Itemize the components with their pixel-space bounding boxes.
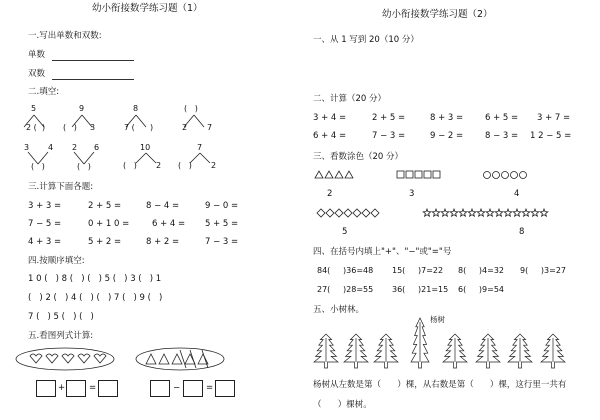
calc-item[interactable]: 8 − 4 = [146,201,180,211]
calc-item[interactable]: 2 + 5 = [372,113,406,123]
calc-item[interactable]: 8 + 3 = [430,113,464,123]
bond-7-top: 10 [140,143,151,152]
right-section-2-heading: 二、计算（20 分） [313,94,387,104]
calc-item[interactable]: 3 + 4 = [313,113,347,123]
bond-2-top: 9 [79,104,85,113]
bond-3-right: ) [150,123,154,132]
calc-item[interactable]: 5 + 5 = [205,219,239,229]
calc-item[interactable]: 8 + 2 = [146,237,180,247]
bond-5-bottom[interactable]: ( ) [31,162,45,171]
sequence-row[interactable]: ( ) 2 ( ) 4 ( ) ( ) 7 ( ) 9 ( ) [28,293,163,303]
bond-4-right: 7 [207,123,213,132]
right-section-4-heading: 四、在括号内填上"+"、"−"或"="号 [313,247,452,257]
right-section-5-heading: 五、小树林。 [313,305,365,315]
color-number: 3 [409,189,415,199]
tree-question-line-2: （ ）棵树。 [313,400,372,410]
bond-2-left[interactable]: ( ) [63,123,77,132]
plus-sign: + [58,383,66,393]
sequence-row[interactable]: 1 0 ( ) 8 ( ) ( ) 5 ( ) 3 ( ) 1 [28,274,162,284]
calc-item[interactable]: 1 2 − 5 = [530,131,572,141]
calc-item[interactable]: 3 + 7 = [537,113,571,123]
color-number: 4 [514,189,520,199]
right-section-3-heading: 三、看数涂色（20 分） [313,152,404,162]
calc-item[interactable]: 7 − 3 = [205,237,239,247]
sign-item[interactable]: 36( )21=15 [392,285,449,294]
sign-item[interactable]: 6( )9=54 [458,285,505,294]
calc-item[interactable]: 8 − 3 = [485,131,519,141]
calc-item[interactable]: 7 − 3 = [372,131,406,141]
pine-tree-icon [476,334,500,368]
sequence-row[interactable]: 7 ( ) 5 ( ) ( ) [28,312,94,322]
left-section-2-heading: 二.填空: [28,87,60,97]
right-page-title: 幼小衔接数学练习题（2） [382,9,493,20]
pine-tree-icon [508,334,532,368]
sign-item[interactable]: 9( )3=27 [520,266,567,275]
sign-item[interactable]: 8( )4=32 [458,266,505,275]
calc-item[interactable]: 9 − 2 = [430,131,464,141]
calc-item[interactable]: 0 + 1 0 = [88,219,130,229]
bond-1-right: ) [42,123,46,132]
calc-item[interactable]: 4 + 3 = [28,237,62,247]
calc-item[interactable]: 5 + 2 = [88,237,122,247]
color-number: 5 [342,227,348,237]
bond-6-left: 2 [72,143,78,152]
calc-item[interactable]: 6 + 4 = [152,219,186,229]
bond-3-top: 8 [133,104,139,113]
pine-tree-icon [374,334,398,368]
bond-8-right: 2 [211,161,217,170]
poplar-tree-icon [411,318,429,368]
left-section-3-heading: 三.计算下面各题: [28,182,94,192]
bond-6-right: 6 [94,143,100,152]
sign-item[interactable]: 15( )7=22 [392,266,444,275]
calc-item[interactable]: 7 − 5 = [28,219,62,229]
equals-sign-2: = [206,383,214,393]
odd-label: 单数 [28,50,46,60]
bond-3-left[interactable]: 7 ( [124,123,135,132]
bond-5-right: 4 [48,143,54,152]
poplar-label: 杨树 [430,315,445,324]
minus-sign: − [173,383,181,393]
left-section-1-heading: 一.写出单数和双数: [28,31,102,41]
calc-item[interactable]: 3 + 3 = [28,201,62,211]
pine-tree-icon [443,334,467,368]
calc-item[interactable]: 6 + 5 = [485,113,519,123]
tree-question-line-1: 杨树从左数是第（ ）棵，从右数是第（ ）棵，这行里一共有 [313,380,567,390]
calc-item[interactable]: 9 − 0 = [205,201,239,211]
bond-8-left[interactable]: ( ) [178,161,192,170]
calc-item[interactable]: 6 + 4 = [313,131,347,141]
left-section-4-heading: 四.按顺序填空: [28,256,85,266]
even-label: 双数 [28,69,46,79]
bond-8-top: 7 [197,143,203,152]
equals-sign: = [89,383,97,393]
pine-tree-icon [541,334,565,368]
sign-item[interactable]: 27( )28=55 [317,285,374,294]
pine-tree-icon [344,334,368,368]
sign-item[interactable]: 84( )36=48 [317,266,374,275]
bond-1-top: 5 [31,104,37,113]
bond-7-left[interactable]: ( ) [123,161,137,170]
color-number: 8 [519,227,525,237]
bond-6-bottom[interactable]: ( ) [77,162,91,171]
bond-1-left[interactable]: 2 ( [26,123,37,132]
left-page-title: 幼小衔接数学练习题（1） [92,3,203,14]
right-section-1-heading: 一、从 1 写到 20（10 分） [313,35,419,45]
bond-2-right: 3 [90,123,96,132]
pine-tree-icon [314,334,338,368]
bond-7-right: 2 [156,161,162,170]
color-number: 2 [327,189,333,199]
bond-4-top[interactable]: ( ) [184,104,198,113]
left-section-5-heading: 五.看图列式计算: [28,331,94,341]
calc-item[interactable]: 2 + 5 = [88,201,122,211]
bond-4-left: 2 [182,123,188,132]
bond-5-left: 3 [24,143,30,152]
